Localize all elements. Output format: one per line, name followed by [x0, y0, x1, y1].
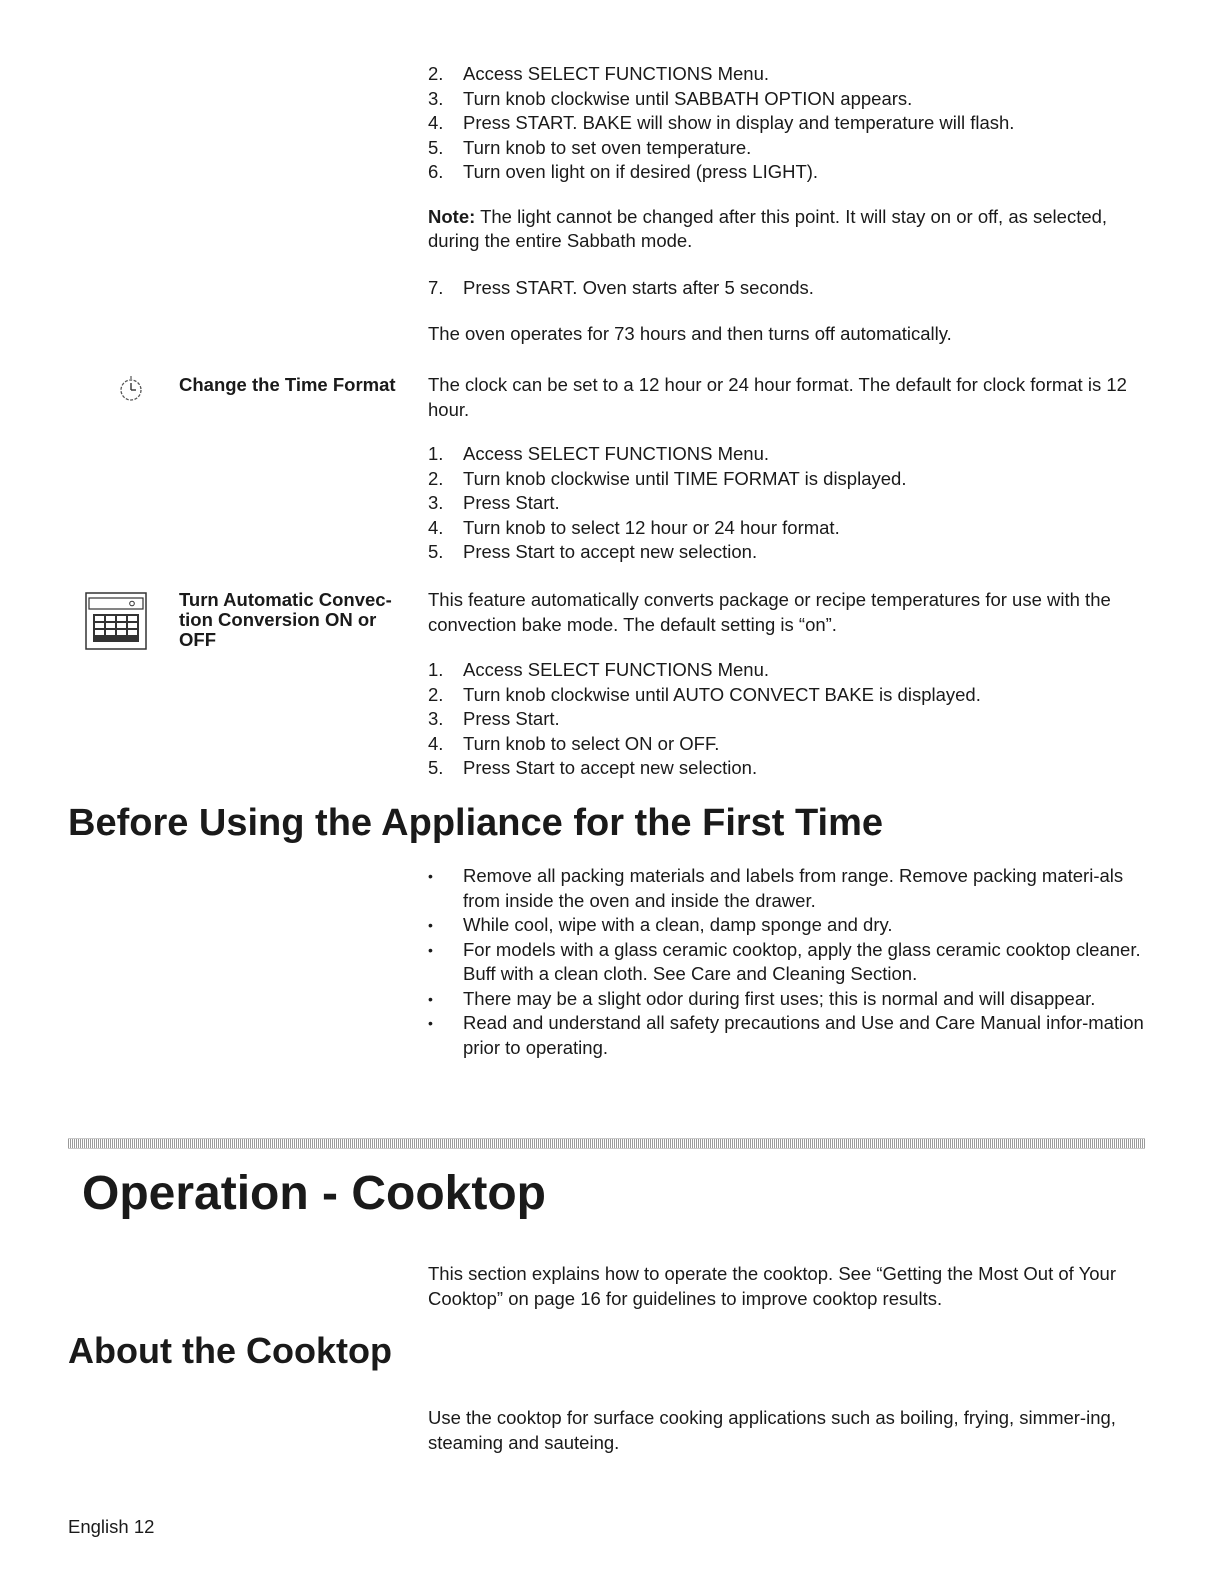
about-text: Use the cooktop for surface cooking applications such as boiling, frying, simmer-ing, steaming and sauteing. — [428, 1407, 1116, 1453]
list-item: 5. Press Start to accept new selection. — [428, 541, 758, 562]
list-item: • Read and understand all safety precautions and Use and Care Manual infor-mation prior to operating. — [428, 1011, 1148, 1060]
list-item: 5. Press Start to accept new selection. — [428, 757, 758, 778]
list-item: 1. Access SELECT FUNCTIONS Menu. — [428, 443, 770, 464]
list-item: 1. Access SELECT FUNCTIONS Menu. — [428, 659, 770, 680]
convection-section — [428, 588, 1158, 781]
list-item: 3. Press Start. — [428, 492, 560, 513]
list-item: • While cool, wipe with a clean, damp sponge and dry. — [428, 913, 1148, 938]
sabbath-note: Note: The light cannot be changed after this point. It will stay on or off, as selected, during the entire Sabbath mode. — [428, 205, 1108, 251]
list-item: 3. Turn knob clockwise until SABBATH OPTION appears. — [428, 87, 913, 109]
list-item: 2. Turn knob clockwise until TIME FORMAT is displayed. — [428, 467, 907, 489]
convection-steps — [428, 658, 1158, 781]
list-item: • For models with a glass ceramic cooktop, apply the glass ceramic cooktop cleaner. Buff with a clean cloth. See Care and Cleaning Section. — [428, 938, 1148, 987]
list-item: 3. Press Start. — [428, 708, 560, 729]
first-time-section — [428, 864, 1148, 1060]
list-item: • Remove all packing materials and labels from range. Remove packing materi-als from inside the oven and inside the drawer. — [428, 864, 1148, 913]
list-item: • There may be a slight odor during first uses; this is normal and will disappear. — [428, 987, 1148, 1012]
control-panel-icon — [85, 592, 147, 655]
first-time-bullets — [428, 864, 1148, 1060]
page-footer: English 12 — [68, 1516, 155, 1537]
convection-intro: This feature automatically converts package or recipe temperatures for use with the convection bake mode. The default setting is “on”. — [428, 589, 1111, 635]
time-format-section — [428, 373, 1158, 565]
list-item: 2. Turn knob clockwise until AUTO CONVECT BAKE is displayed. — [428, 683, 981, 705]
about-heading: About the Cooktop — [68, 1330, 392, 1371]
time-format-title: Change the Time Format — [179, 374, 396, 395]
list-item: 5. Turn knob to set oven temperature. — [428, 136, 752, 158]
sabbath-steps — [428, 62, 1158, 185]
operation-intro: This section explains how to operate the cooktop. See “Getting the Most Out of Your Cooktop” on page 16 for guidelines to improve cooktop results. — [428, 1263, 1116, 1309]
sabbath-closing: The oven operates for 73 hours and then turns off automatically. — [428, 323, 952, 344]
convection-title: Turn Automatic Convec-tion Conversion ON or OFF — [179, 589, 392, 650]
clock-icon — [118, 373, 144, 412]
list-item: 4. Turn knob to select 12 hour or 24 hour format. — [428, 516, 840, 538]
list-item: 4. Press START. BAKE will show in display and temperature will flash. — [428, 112, 1015, 133]
time-format-steps — [428, 442, 1158, 565]
section-divider — [68, 1138, 1145, 1149]
first-time-heading: Before Using the Appliance for the First Time — [68, 802, 884, 844]
sabbath-section — [428, 62, 1158, 347]
operation-heading: Operation - Cooktop — [82, 1167, 546, 1220]
time-format-intro: The clock can be set to a 12 hour or 24 hour format. The default for clock format is 12 hour. — [428, 374, 1127, 420]
list-item: 7. Press START. Oven starts after 5 seconds. — [428, 276, 814, 298]
list-item: 2. Access SELECT FUNCTIONS Menu. — [428, 63, 770, 84]
list-item: 6. Turn oven light on if desired (press LIGHT). — [428, 161, 819, 182]
list-item: 4. Turn knob to select ON or OFF. — [428, 732, 720, 754]
sabbath-step-7 — [428, 276, 1158, 301]
